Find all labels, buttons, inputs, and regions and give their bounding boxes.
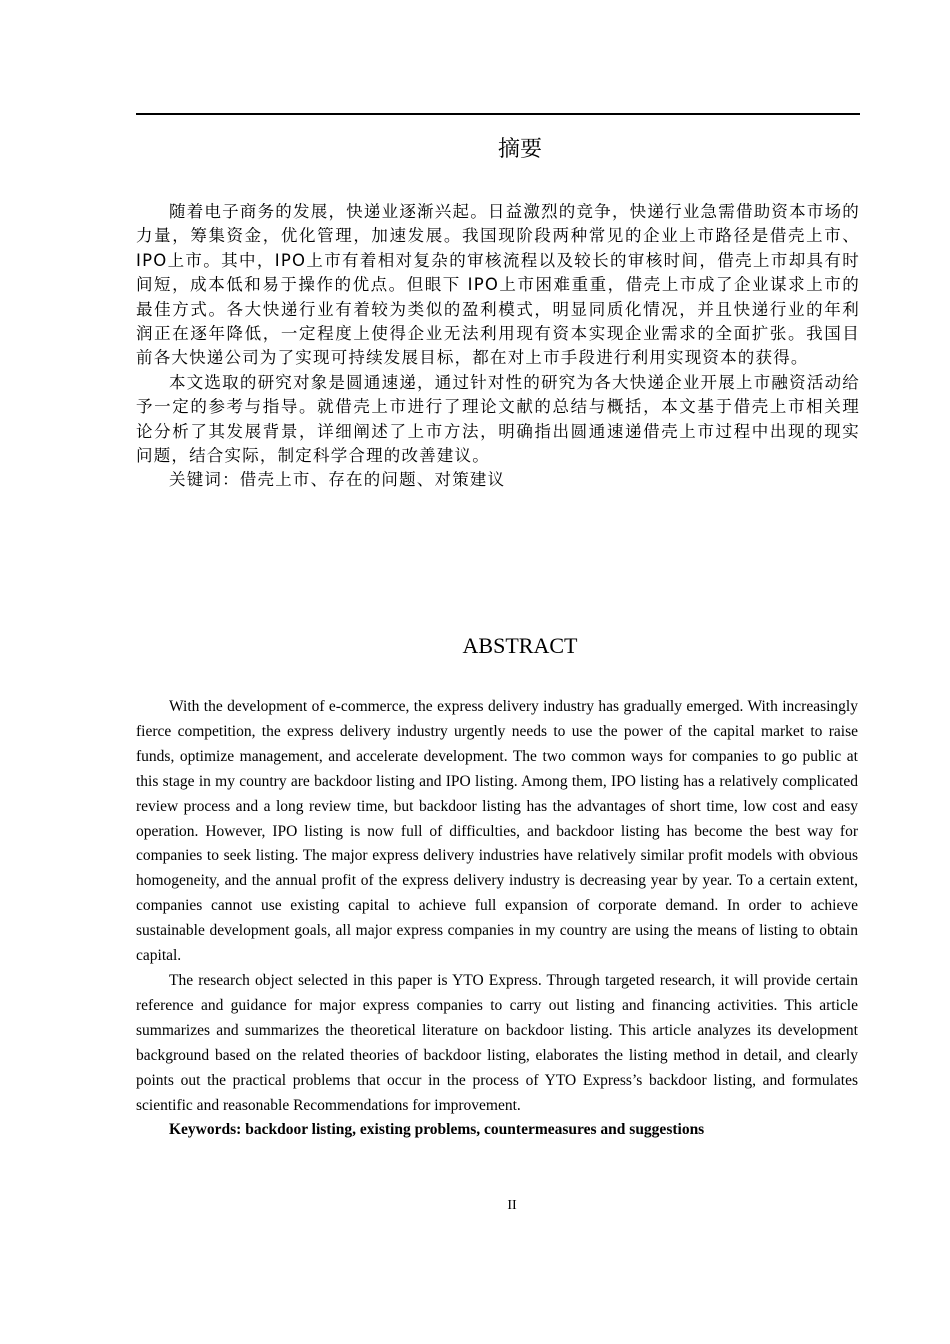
chinese-abstract-paragraph-2: 本文选取的研究对象是圆通速递，通过针对性的研究为各大快递企业开展上市融资活动给予一定的参考与指导。就借壳上市进行了理论文献的总结与概括，本文基于借壳上市相关理论分析了其发展背景，详细阐述了上市方法，明确指出圆通速递借壳上市过程中出现的现实问题，结合实际，制定科学合理的改善建议。: [136, 372, 860, 466]
chinese-abstract-body: [136, 200, 860, 493]
english-keywords: Keywords: backdoor listing, existing problems, countermeasures and suggestions: [169, 1121, 705, 1139]
english-abstract-body: [136, 695, 858, 1143]
english-abstract-paragraph-2: The research object selected in this paper is YTO Express. Through targeted research, it will provide certain reference and guidance for major express companies to carry out listing and financing activities. This article summarizes and summarizes the theoretical literature on backdoor listing. This article analyzes its development background based on the related theories of backdoor listing, elaborates the listing method in detail, and clearly points out the practical problems that occur in the process of YTO Express’s backdoor listing, and formulates scientific and reasonable Recommendations for improvement.: [136, 971, 858, 1114]
english-abstract-title: ABSTRACT: [462, 633, 578, 658]
chinese-abstract-paragraph-1: 随着电子商务的发展，快递业逐渐兴起。日益激烈的竞争，快递行业急需借助资本市场的力量，筹集资金，优化管理，加速发展。我国现阶段两种常见的企业上市路径是借壳上市、IPO上市。其中，IPO上市有着相对复杂的审核流程以及较长的审核时间，借壳上市却具有时间短，成本低和易于操作的优点。但眼下 IPO上市困难重重，借壳上市成了企业谋求上市的最佳方式。各大快递行业有着较为类似的盈利模式，明显同质化情况，并且快递行业的年利润正在逐年降低，一定程度上使得企业无法利用现有资本实现企业需求的全面扩张。我国目前各大快递公司为了实现可持续发展目标，都在对上市手段进行利用实现资本的获得。: [136, 202, 860, 368]
chinese-abstract-title: 摘要: [497, 137, 542, 162]
english-abstract-paragraph-1: With the development of e-commerce, the express delivery industry has gradually emerged. With increasingly fierce competition, the express delivery industry urgently needs to use the power of the capital market to raise funds, optimize management, and accelerate development. The two common ways for companies to go public at this stage in my country are backdoor listing and IPO listing. Among them, IPO listing has a relatively complicated review process and a long review time, but backdoor listing has the advantages of short time, low cost and easy operation. However, IPO listing is now full of difficulties, and backdoor listing has become the best way for companies to seek listing. The major express delivery industries have relatively similar profit models with obvious homogeneity, and the annual profit of the express delivery industry is decreasing year by year. To a certain extent, companies cannot use existing capital to achieve full expansion of corporate demand. In order to achieve sustainable development goals, all major express companies in my country are using the means of listing to obtain capital.: [136, 698, 858, 965]
header-rule: [136, 113, 860, 115]
chinese-keywords: 关键词：借壳上市、存在的问题、对策建议: [169, 470, 506, 490]
page-number: II: [507, 1198, 517, 1213]
